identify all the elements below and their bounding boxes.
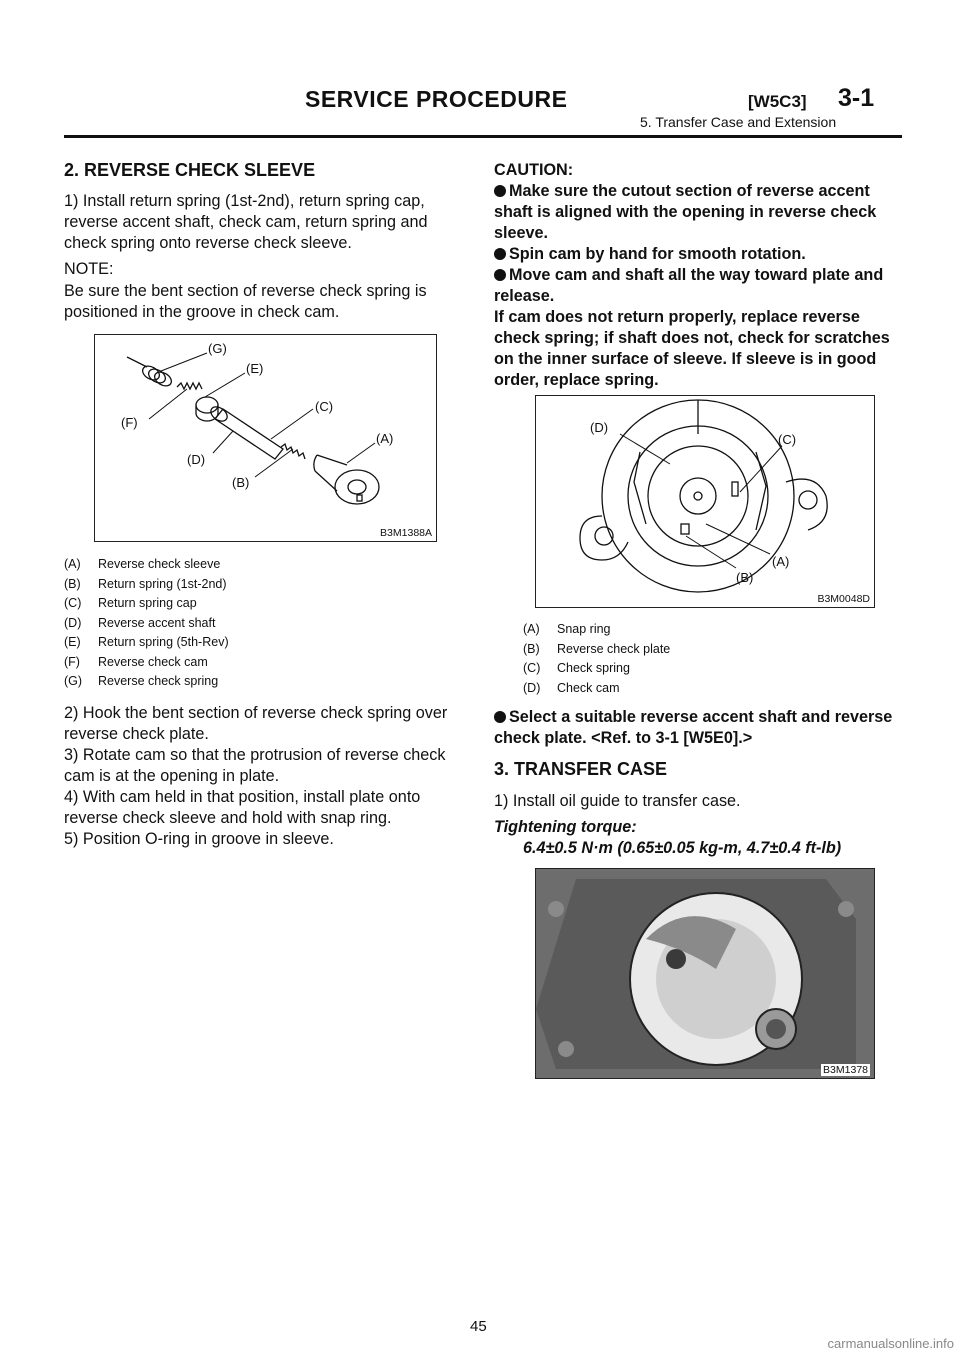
- figure-reverse-check-plate: [535, 395, 875, 608]
- figure-reverse-check-sleeve-assembly: [94, 334, 437, 542]
- callout-d: (D): [590, 420, 609, 435]
- legend-item: (E) Return spring (5th-Rev): [64, 635, 229, 649]
- legend-item: (D) Check cam: [523, 680, 620, 695]
- step-4-text: 4) With cam held in that position, install plate onto reverse check sleeve and hold with snap ring.: [64, 788, 421, 827]
- legend-item: (G) Reverse check spring: [64, 674, 219, 688]
- legend-list-left: [64, 555, 229, 692]
- legend-item: (B) Return spring (1st-2nd): [64, 576, 227, 591]
- callout-b: (B): [232, 475, 250, 490]
- torque-label: Tightening torque:: [494, 818, 637, 836]
- exploded-view-diagram: [95, 335, 436, 541]
- legend-item: (A) Reverse check sleeve: [64, 557, 221, 571]
- step-5-text: 5) Position O-ring in groove in sleeve.: [64, 830, 334, 848]
- page-number: 45: [470, 1318, 487, 1335]
- plate-diagram: [536, 396, 874, 607]
- step-2-text: 2) Hook the bent section of reverse check spring over reverse check plate.: [64, 704, 448, 743]
- caution-item: Make sure the cutout section of reverse accent shaft is aligned with the opening in reverse check sleeve.: [494, 182, 877, 242]
- caution-tail: If cam does not return properly, replace reverse check spring; if shaft does not, check for scratches on the inner surface of sleeve. If sleeve is in good order, replace spring.: [494, 308, 890, 389]
- caution-block: [494, 181, 902, 391]
- legend-item: (D) Reverse accent shaft: [64, 615, 216, 630]
- section-number: 3-1: [838, 84, 875, 112]
- legend-item: (C) Check spring: [523, 661, 630, 675]
- callout-e: (E): [246, 361, 264, 376]
- callout-a: (A): [772, 554, 790, 569]
- callout-f: (F): [121, 415, 138, 430]
- watermark: carmanualsonline.info: [827, 1336, 954, 1351]
- transfer-step-1: 1) Install oil guide to transfer case.: [494, 792, 741, 810]
- legend-item: (A) Snap ring: [523, 622, 611, 636]
- caution-label: CAUTION:: [494, 161, 574, 179]
- step-3-text: 3) Rotate cam so that the protrusion of reverse check cam is at the opening in plate.: [64, 746, 446, 785]
- legend-list-right: [523, 620, 670, 698]
- section-title-transfer-case: 3. TRANSFER CASE: [494, 759, 668, 779]
- figure-id: B3M0048D: [817, 593, 870, 605]
- legend-item: (B) Reverse check plate: [523, 641, 671, 656]
- callout-c: (C): [778, 432, 797, 447]
- step-1-text: 1) Install return spring (1st-2nd), return spring cap, reverse accent shaft, check cam, return spring and check spring onto reverse check sleeve.: [64, 192, 428, 252]
- caution-item: Spin cam by hand for smooth rotation.: [494, 244, 902, 265]
- transfer-case-photo: [536, 869, 874, 1078]
- callout-b: (B): [736, 570, 754, 585]
- header-divider: [64, 135, 902, 138]
- note-text: Be sure the bent section of reverse check spring is positioned in the groove in check cam.: [64, 282, 427, 321]
- figure-id: B3M1378: [823, 1064, 868, 1076]
- legend-item: (C) Return spring cap: [64, 596, 197, 610]
- page-subtitle: 5. Transfer Case and Extension: [640, 114, 837, 130]
- section-title-reverse-check-sleeve: 2. REVERSE CHECK SLEEVE: [64, 160, 316, 180]
- note-label: NOTE:: [64, 260, 114, 278]
- figure-transfer-case-photo: [535, 868, 875, 1079]
- select-instruction: Select a suitable reverse accent shaft and reverse check plate. <Ref. to 3-1 [W5E0].>: [494, 708, 893, 747]
- caution-item: Move cam and shaft all the way toward plate and release.: [494, 266, 884, 305]
- callout-c: (C): [315, 399, 334, 414]
- torque-value: 6.4±0.5 N·m (0.65±0.05 kg-m, 4.7±0.4 ft-lb): [523, 839, 842, 857]
- legend-item: (F) Reverse check cam: [64, 654, 208, 669]
- callout-d: (D): [187, 452, 206, 467]
- callout-a: (A): [376, 431, 394, 446]
- page-title: SERVICE PROCEDURE: [305, 86, 568, 112]
- callout-g: (G): [208, 341, 227, 356]
- figure-id: B3M1388A: [380, 527, 432, 539]
- section-code: [W5C3]: [748, 92, 807, 111]
